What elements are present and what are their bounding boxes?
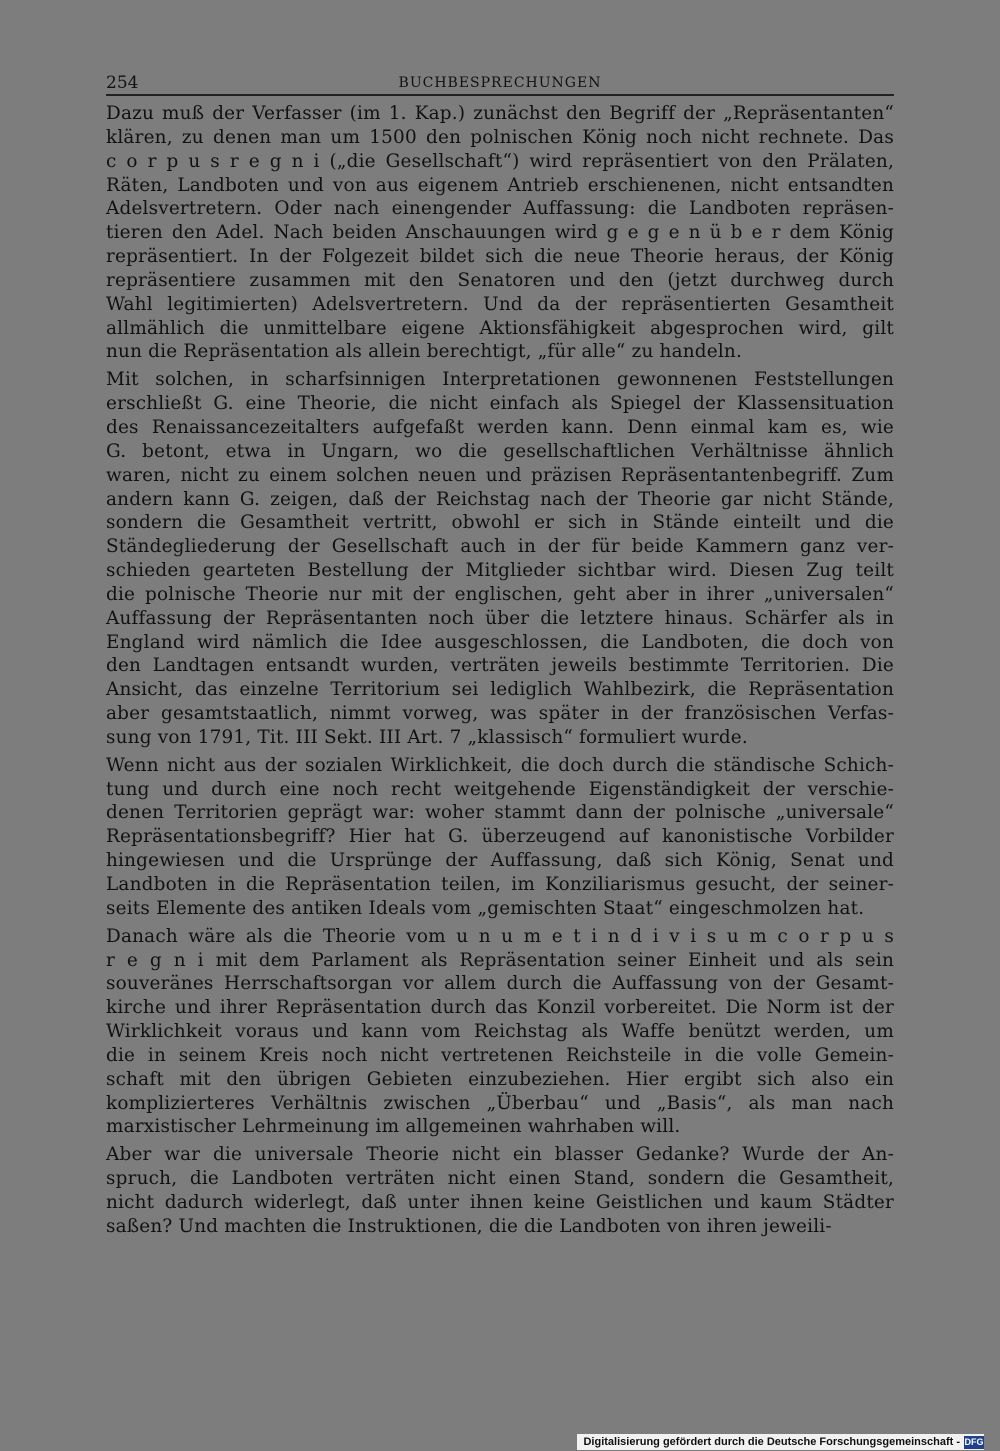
- text-line: klären, zu denen man um 1500 den polnischen König noch nicht rechnete. Das: [106, 126, 894, 148]
- text-line: repräsentiere zusammen mit den Senatoren und den (jetzt durchweg durch: [106, 269, 894, 291]
- text-line: sung von 1791, Tit. III Sekt. III Art. 7 „klassisch“ formuliert wurde.: [106, 726, 748, 748]
- text-line: Wenn nicht aus der sozialen Wirklichkeit, die doch durch die ständische Schich-: [106, 754, 894, 776]
- text-line: spruch, die Landboten verträten nicht einen Stand, sondern die Gesamtheit,: [106, 1168, 894, 1190]
- page-number: 254: [106, 73, 139, 93]
- text-line: Auffassung der Repräsentanten noch über die letztere hinaus. Schärfer als in: [106, 607, 894, 629]
- text-line: Repräsentationsbegriff? Hier hat G. überzeugend auf kanonistische Vorbilder: [106, 826, 894, 848]
- paragraph: [106, 368, 894, 750]
- text-line: Wirklichkeit voraus und kann vom Reichstag als Waffe benützt werden, um: [106, 1021, 894, 1043]
- text-line: tieren den Adel. Nach beiden Anschauungen wird g e g e n ü b e r dem König: [106, 222, 894, 244]
- paragraph: [106, 925, 894, 1140]
- text-line: nun die Repräsentation als allein berechtigt, „für alle“ zu handeln.: [106, 341, 743, 363]
- text-line: Ansicht, das einzelne Territorium sei lediglich Wahlbezirk, die Repräsentation: [106, 679, 894, 701]
- paragraph: [106, 754, 894, 921]
- text-line: waren, nicht zu einem solchen neuen und präzisen Repräsentantenbegriff. Zum: [106, 464, 894, 486]
- article-body: [106, 102, 894, 1239]
- text-line: komplizierteres Verhältnis zwischen „Überbau“ und „Basis“, als man nach: [106, 1092, 894, 1114]
- running-head: BUCHBESPRECHUNGEN: [398, 75, 602, 91]
- text-line: r e g n i mit dem Parlament als Repräsentation seiner Einheit und als sein: [106, 949, 894, 971]
- text-line: G. betont, etwa in Ungarn, wo die gesellschaftlichen Verhältnisse ähnlich: [106, 440, 894, 462]
- text-line: andern kann G. zeigen, daß der Reichstag nach der Theorie gar nicht Stände,: [106, 488, 894, 510]
- paragraph: [106, 102, 894, 364]
- text-line: kirche und ihrer Repräsentation durch das Konzil vorbereitet. Die Norm ist der: [106, 997, 894, 1019]
- text-line: Danach wäre als die Theorie vom u n u m e t i n d i v i s u m c o r p u s: [106, 925, 894, 947]
- text-line: Landboten in die Repräsentation teilen, im Konziliarismus gesucht, der seiner-: [106, 874, 894, 895]
- text-line: des Renaissancezeitalters aufgefaßt werden kann. Denn einmal kam es, wie: [106, 416, 894, 438]
- text-line: marxistischer Lehrmeinung im allgemeinen wahrhaben will.: [106, 1116, 681, 1138]
- text-line: nicht dadurch widerlegt, daß unter ihnen keine Geistlichen und kaum Städter: [106, 1191, 894, 1213]
- text-line: souveränes Herrschaftsorgan vor allem durch die Auffassung von der Gesamt-: [106, 973, 894, 995]
- text-line: Adelsvertretern. Oder nach einengender Auffassung: die Landboten repräsen-: [106, 198, 894, 220]
- text-line: erschließt G. eine Theorie, die nicht einfach als Spiegel der Klassensituation: [106, 393, 894, 415]
- text-line: Ständegliederung der Gesellschaft auch in der für beide Kammern ganz ver-: [106, 536, 894, 558]
- text-line: die polnische Theorie nur mit der englischen, geht aber in ihrer „universalen“: [106, 583, 894, 605]
- text-line: den Landtagen entsandt wurden, verträten jeweils bestimmte Territorien. Die: [106, 655, 894, 677]
- text-line: tung und durch eine noch recht weitgehende Eigenständigkeit der verschie-: [106, 778, 894, 800]
- text-line: Aber war die universale Theorie nicht ein blasser Gedanke? Wurde der An-: [106, 1144, 894, 1166]
- text-line: hingewiesen und die Ursprünge der Auffassung, daß sich König, Senat und: [106, 850, 894, 872]
- text-line: schaft mit den übrigen Gebieten einzubeziehen. Hier ergibt sich also ein: [106, 1068, 894, 1090]
- text-line: repräsentiert. In der Folgezeit bildet sich die neue Theorie heraus, der König: [106, 246, 894, 268]
- text-line: denen Territorien geprägt war: woher stammt dann der polnische „universale“: [106, 802, 894, 824]
- paragraph: [106, 1143, 894, 1238]
- text-line: c o r p u s r e g n i („die Gesellschaft“) wird repräsentiert von den Prälaten,: [106, 150, 894, 172]
- text-line: seits Elemente des antiken Ideals vom „gemischten Staat“ eingeschmolzen hat.: [106, 897, 865, 919]
- footer-credit: Digitalisierung gefördert durch die Deutsche Forschungsgemeinschaft -: [583, 1436, 960, 1448]
- text-line: Wahl legitimierten) Adelsvertretern. Und da der repräsentierten Gesamtheit: [106, 293, 894, 315]
- dfg-logo-icon: DFG: [964, 1437, 984, 1447]
- text-line: schieden gearteten Bestellung der Mitglieder sichtbar wird. Diesen Zug teilt: [106, 560, 894, 582]
- text-line: sondern die Gesamtheit vertritt, obwohl er sich in Stände einteilt und die: [106, 512, 894, 534]
- page-header: [106, 72, 894, 96]
- digitization-footer: [577, 1434, 984, 1450]
- text-line: Räten, Landboten und von aus eigenem Antrieb erschienenen, nicht entsandten: [106, 174, 894, 196]
- text-line: die in seinem Kreis noch nicht vertretenen Reichsteile in die volle Gemein-: [106, 1044, 894, 1066]
- text-line: England wird nämlich die Idee ausgeschlossen, die Landboten, die doch von: [106, 631, 894, 653]
- text-line: Dazu muß der Verfasser (im 1. Kap.) zunächst den Begriff der „Repräsentanten“: [106, 103, 894, 124]
- text-line: allmählich die unmittelbare eigene Aktionsfähigkeit abgesprochen wird, gilt: [106, 317, 894, 339]
- text-line: aber gesamtstaatlich, nimmt vorweg, was später in der französischen Verfas-: [106, 703, 894, 725]
- text-line: Mit solchen, in scharfsinnigen Interpretationen gewonnenen Feststellungen: [106, 369, 894, 391]
- text-line: saßen? Und machten die Instruktionen, die die Landboten von ihren jeweili-: [106, 1215, 832, 1237]
